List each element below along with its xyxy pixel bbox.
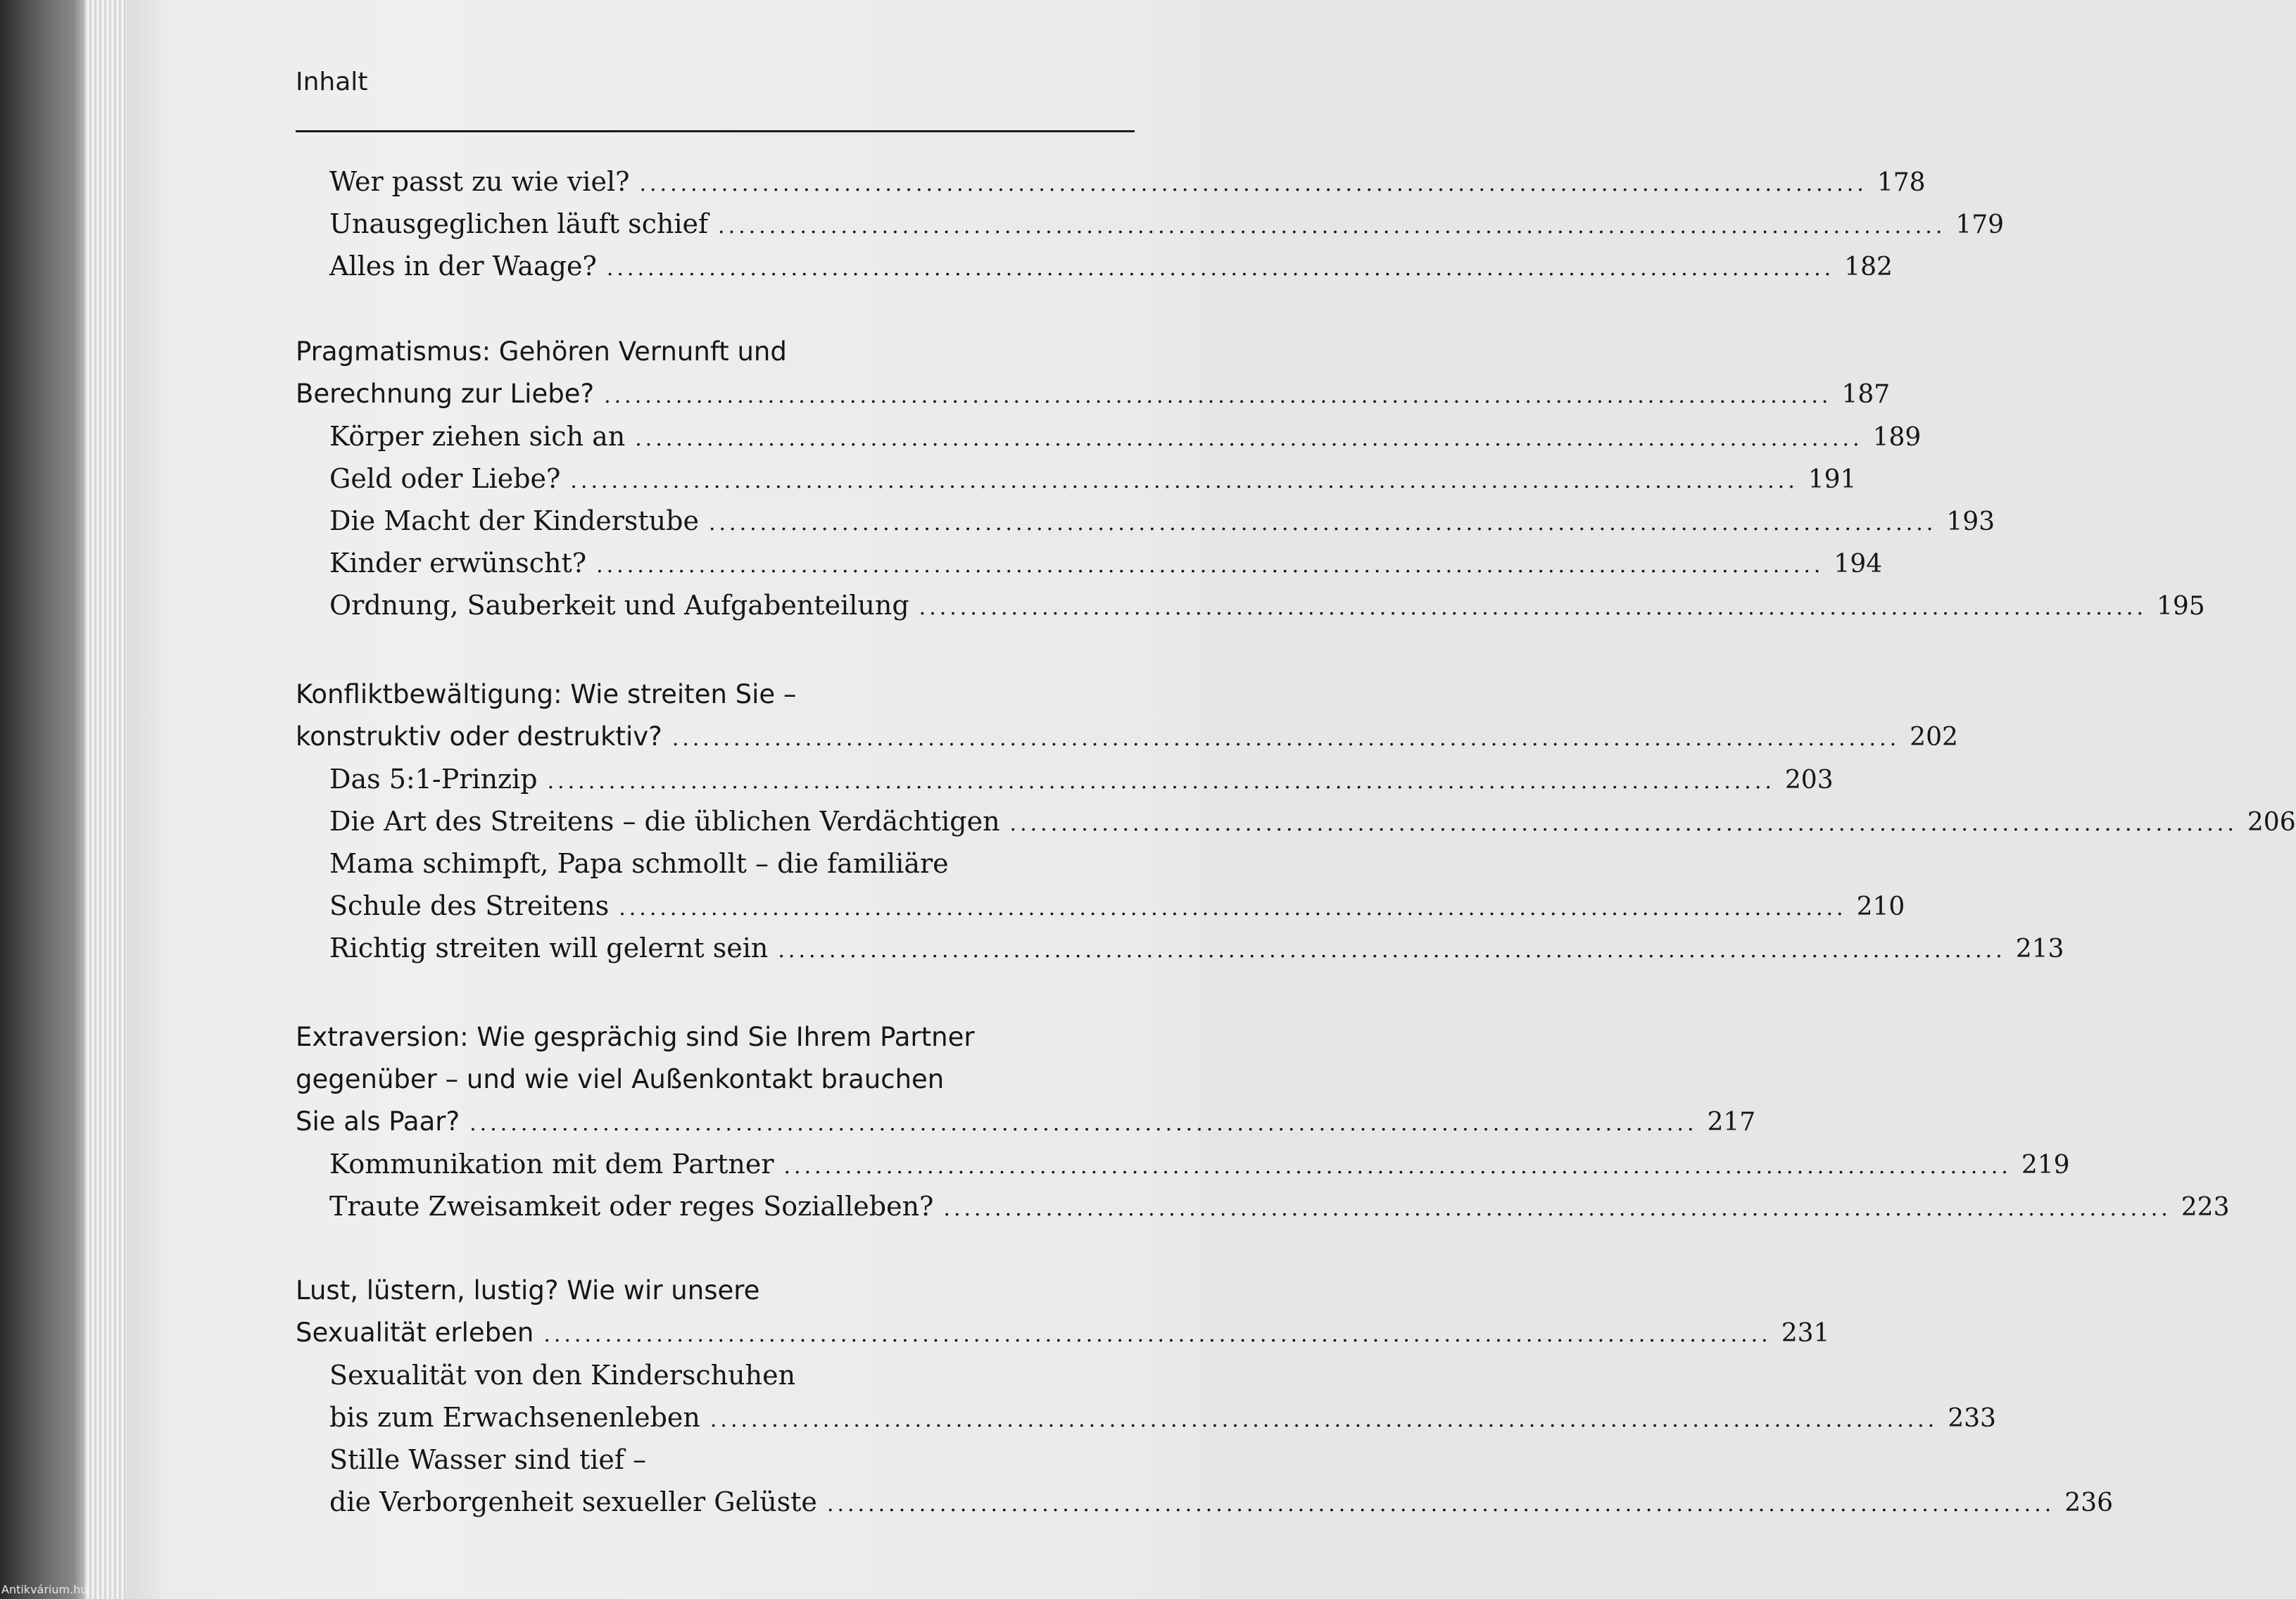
dot-leader: ........................................................................................................................ <box>543 1322 1772 1347</box>
dot-leader: ........................................................................................................................ <box>826 1492 2055 1517</box>
toc-entry-title: Körper ziehen sich an <box>329 421 626 452</box>
running-header: Inhalt <box>296 68 368 96</box>
toc-page-number: 223 <box>2181 1193 2230 1222</box>
toc-entry-title: Sexualität von den Kinderschuhen <box>329 1360 796 1391</box>
toc-entry-title: Ordnung, Sauberkeit und Aufgabenteilung <box>329 590 909 621</box>
toc-entry-title: Stille Wasser sind tief – <box>329 1444 647 1475</box>
toc-entry-title: die Verborgenheit sexueller Gelüste <box>329 1486 817 1517</box>
dot-leader: ........................................................................................................................ <box>708 511 1937 536</box>
toc-entry-title: gegenüber – und wie viel Außenkontakt brauchen <box>296 1064 945 1094</box>
dot-leader: ........................................................................................................................ <box>919 595 2147 620</box>
toc-entry-title: Extraversion: Wie gesprächig sind Sie Ihrem Partner <box>296 1022 975 1052</box>
toc-entry-title: Wer passt zu wie viel? <box>329 166 630 197</box>
toc-page-number: 189 <box>1872 423 1922 452</box>
toc-entry-title: Kommunikation mit dem Partner <box>329 1149 774 1180</box>
toc-page-number: 187 <box>1841 380 1891 409</box>
toc-entry-line <box>329 764 1834 803</box>
toc-page-number: 213 <box>2015 935 2064 963</box>
toc-entry-line <box>329 848 1135 887</box>
toc-page-number: 236 <box>2064 1489 2113 1517</box>
toc-entry-title: Kinder erwünscht? <box>329 548 587 579</box>
toc-entry-line <box>329 1444 1135 1484</box>
toc-entry-title: Lust, lüstern, lustig? Wie wir unsere <box>296 1275 760 1306</box>
toc-entry-title: Alles in der Waage? <box>329 251 597 282</box>
dot-leader: ........................................................................................................................ <box>596 553 1824 578</box>
toc-entry-line <box>329 505 1995 545</box>
dot-leader: ........................................................................................................................ <box>671 726 1900 751</box>
toc-entry-line <box>329 1360 1135 1399</box>
toc-entry-line <box>329 933 2064 972</box>
toc-section-line <box>296 379 1891 418</box>
toc-entry-title: Konfliktbewältigung: Wie streiten Sie – <box>296 679 797 709</box>
toc-entry-line <box>329 463 1857 503</box>
toc-entry-title: Geld oder Liebe? <box>329 463 561 494</box>
dot-leader: ........................................................................................................................ <box>635 426 1863 451</box>
toc-entry-line <box>329 1486 2113 1526</box>
dot-leader: ........................................................................................................................ <box>469 1111 1698 1136</box>
toc-entry-line <box>329 166 1926 206</box>
dot-leader: ........................................................................................................................ <box>718 214 1946 239</box>
toc-entry-title: Das 5:1-Prinzip <box>329 764 538 795</box>
toc-section-line <box>296 721 1958 761</box>
toc-entry-line <box>329 208 2005 248</box>
toc-page-number: 179 <box>1955 210 2005 239</box>
toc-entry-title: Berechnung zur Liebe? <box>296 379 595 409</box>
dot-leader: ........................................................................................................................ <box>1009 811 2238 836</box>
toc-entry-title: Pragmatismus: Gehören Vernunft und <box>296 336 787 367</box>
toc-page-number: 178 <box>1876 168 1926 197</box>
toc-page-number: 217 <box>1707 1108 1756 1137</box>
toc-entry-title: Traute Zweisamkeit oder reges Sozialleben? <box>329 1191 934 1222</box>
dot-leader: ........................................................................................................................ <box>709 1408 1938 1432</box>
toc-page-number: 182 <box>1844 253 1893 282</box>
toc-page-number: 206 <box>2247 808 2296 837</box>
toc-entry-title: konstruktiv oder destruktiv? <box>296 721 662 752</box>
dot-leader: ........................................................................................................................ <box>943 1196 2171 1221</box>
toc-entry-line <box>329 251 1893 290</box>
toc-page-number: 219 <box>2021 1151 2070 1180</box>
toc-entry-title: Mama schimpft, Papa schmollt – die familiäre <box>329 848 949 879</box>
toc-entry-title: Die Macht der Kinderstube <box>329 505 699 536</box>
toc-entry-title: Schule des Streitens <box>329 890 610 921</box>
toc-entry-title: Sexualität erleben <box>296 1317 534 1348</box>
toc-entry-line <box>329 806 2296 845</box>
toc-entry-line <box>329 548 1883 587</box>
toc-entry-line <box>329 1402 1996 1441</box>
toc-section-line <box>296 1106 1756 1146</box>
toc-section-line <box>296 679 1135 719</box>
toc-section-line <box>296 1064 1135 1104</box>
toc-section-line <box>296 1317 1830 1357</box>
toc-entry-title: bis zum Erwachsenenleben <box>329 1402 700 1433</box>
toc-page-number: 195 <box>2157 592 2205 621</box>
toc-page-number: 203 <box>1784 766 1834 795</box>
toc-entry-line <box>329 890 1905 930</box>
toc-entry-line <box>329 590 2205 629</box>
toc-section-line <box>296 336 1135 376</box>
toc-entry-line <box>329 1191 2230 1230</box>
dot-leader: ........................................................................................................................ <box>639 172 1867 196</box>
watermark: Antikvárium.hu <box>1 1583 88 1596</box>
toc-page-number: 202 <box>1910 723 1958 752</box>
toc-entry-line <box>329 1149 2070 1188</box>
dot-leader: ........................................................................................................................ <box>604 384 1832 408</box>
toc-page-number: 194 <box>1834 550 1883 579</box>
dot-leader: ........................................................................................................................ <box>783 1154 2012 1179</box>
toc-entry-title: Sie als Paar? <box>296 1106 460 1137</box>
dot-leader: ........................................................................................................................ <box>606 256 1835 281</box>
toc-section-line <box>296 1022 1135 1061</box>
dot-leader: ........................................................................................................................ <box>778 938 2006 963</box>
toc-page-number: 193 <box>1946 507 1995 536</box>
toc-page-number: 233 <box>1948 1404 1996 1433</box>
toc-entry-title: Die Art des Streitens – die üblichen Verdächtigen <box>329 806 1000 837</box>
dot-leader: ........................................................................................................................ <box>570 469 1798 493</box>
toc-entry-title: Richtig streiten will gelernt sein <box>329 933 769 963</box>
toc-section-line <box>296 1275 1135 1315</box>
dot-leader: ........................................................................................................................ <box>547 769 1775 794</box>
dot-leader: ........................................................................................................................ <box>619 896 1847 921</box>
toc-page-number: 210 <box>1856 892 1905 921</box>
toc-entry-title: Unausgeglichen läuft schief <box>329 208 709 239</box>
toc-entry-line <box>329 421 1922 460</box>
toc-page-number: 231 <box>1781 1319 1830 1348</box>
toc-page-number: 191 <box>1808 465 1857 494</box>
